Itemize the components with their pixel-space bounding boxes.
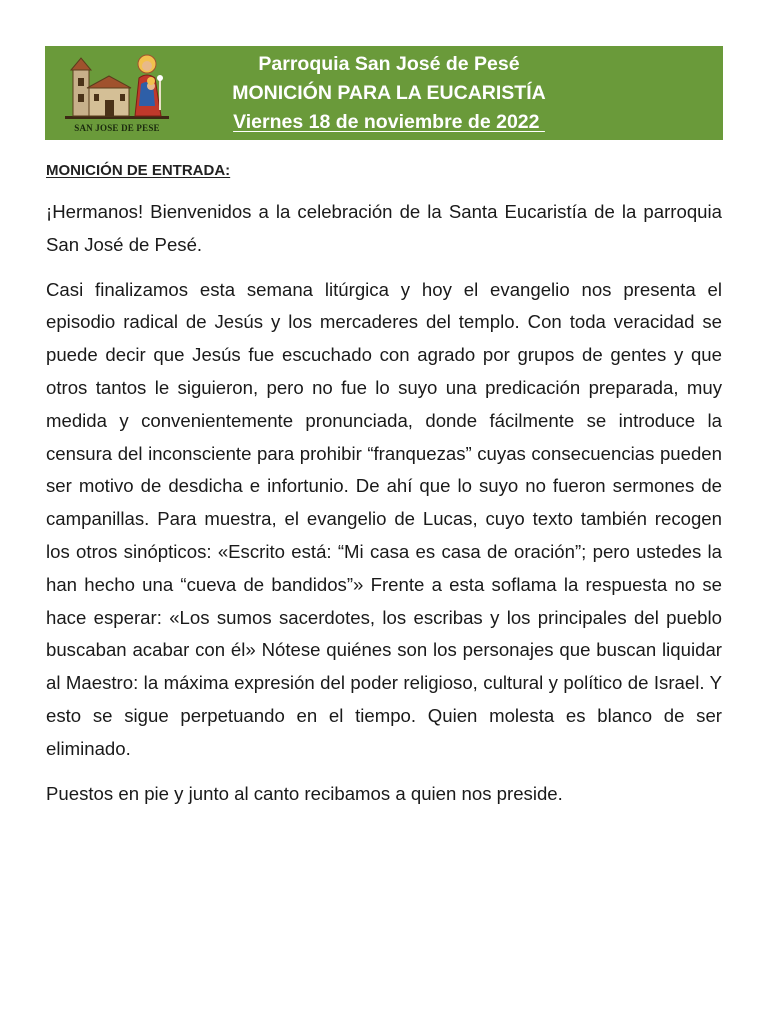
section-heading: MONICIÓN DE ENTRADA: [46, 162, 231, 179]
header-title-block [175, 50, 603, 137]
church-and-saint-icon [61, 50, 173, 126]
paragraph-gospel-reflection: Casi finalizamos esta semana litúrgica y hoy el evangelio nos presenta el episodio radical de Jesús y los mercaderes del templo. Con toda veracidad se puede decir que Jesús fue escuchado con agrado por grupos de gentes y que otros tantos le siguieron, pero no fue lo suyo una predicación preparada, muy medida y convenientemente pronunciada, donde fácilmente se introduce la censura del inconsciente para prohibir “franquezas” cuyas consecuencias pueden ser motivo de desdicha e infortunio. De ahí que lo suyo no fueron sermones de campanillas. Para muestra, el evangelio de Lucas, cuyo texto también recogen los otros sinópticos: «Escrito está: “Mi casa es casa de oración”; pero ustedes la han hecho una “cueva de bandidos”» Frente a esta soflama la respuesta no se hace esperar: «Los sumos sacerdotes, los escribas y los principales del pueblo buscaban acabar con él» Nótese quiénes son los personajes que buscan liquidar al Maestro: la máxima expresión del poder religioso, cultural y político de Israel. Y esto se sigue perpetuando en el tiempo. Quien molesta es blanco de ser eliminado. [46, 278, 722, 759]
logo-caption: SAN JOSE DE PESE [74, 123, 160, 133]
header-banner [45, 46, 723, 140]
body-text [46, 196, 722, 822]
document-title: MONICIÓN PARA LA EUCARISTÍA [232, 82, 546, 104]
parish-name: Parroquia San José de Pesé [258, 53, 520, 75]
paragraph-welcome: ¡Hermanos! Bienvenidos a la celebración de la Santa Eucaristía de la parroquia San José de Pesé. [46, 201, 722, 255]
document-date: Viernes 18 de noviembre de 2022 [233, 111, 545, 133]
paragraph-closing: Puestos en pie y junto al canto recibamos a quien nos preside. [46, 782, 563, 804]
parish-logo [61, 50, 173, 136]
